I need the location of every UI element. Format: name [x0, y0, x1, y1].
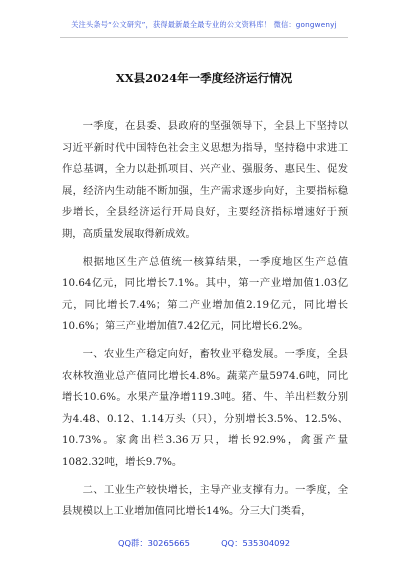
header-divider — [60, 37, 348, 38]
paragraph-agriculture: 一、农业生产稳定向好，畜牧业平稳发展。一季度，全县农林牧渔业总产值同比增长4.8%。蔬菜产量5974.6吨，同比增长10.6%。水果产量净增119.3吨。猪、牛、羊出栏数分别为4.48、0.12、1.14万头（只），分别增长3.5%、12.5%、10.73%。家禽出栏3.36万只，增长92.9%，禽蛋产量1082.32吨，增长9.7%。 — [62, 347, 348, 468]
paragraph-industry: 二、工业生产较快增长，主导产业支撑有力。一季度，全县规模以上工业增加值同比增长14%。分三大门类看， — [62, 483, 348, 518]
paragraph-intro: 一季度，在县委、县政府的坚强领导下，全县上下坚持以习近平新时代中国特色社会主义思想为指导，坚持稳中求进工作总基调，全力以赴抓项目、兴产业、强服务、惠民生、促发展，经济内生动能不断加强，生产需求逐步向好，主要指标稳步增长，全县经济运行开局良好，主要经济指标增速好于预期，高质量发展取得新成效。 — [62, 120, 348, 240]
footer-qq-number: QQ：535304092 — [221, 538, 291, 548]
paragraph-gdp: 根据地区生产总值统一核算结果，一季度地区生产总值10.64亿元，同比增长7.1%。其中，第一产业增加值1.03亿元，同比增长7.4%；第二产业增加值2.19亿元，同比增长10.6%；第三产业增加值7.42亿元，同比增长6.2%。 — [62, 255, 348, 333]
footer-qq-group: QQ群：30265665 — [117, 538, 190, 548]
document-body — [62, 116, 348, 529]
footer — [0, 537, 408, 549]
document-title: XX县2024年一季度经济运行情况 — [115, 71, 293, 85]
header-banner: 关注头条号“公文研究”，获得最新最全最专业的公文资料库！ 微信：gongwenyj — [71, 20, 337, 29]
